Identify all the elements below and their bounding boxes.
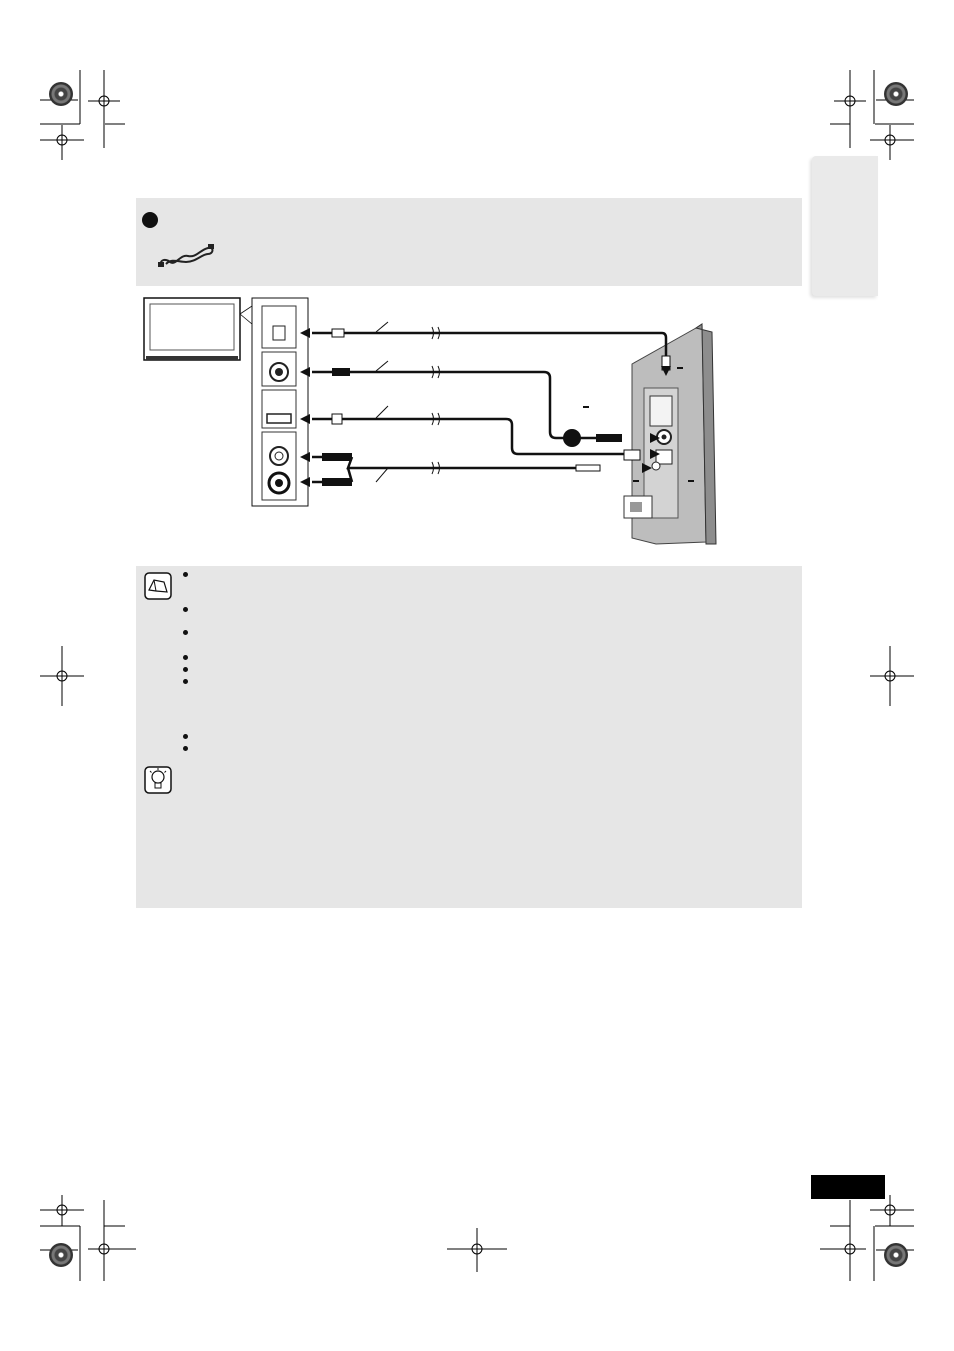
note-bullet bbox=[183, 667, 188, 672]
optical-tv-terminal-label bbox=[677, 367, 683, 369]
tip-lightbulb-icon bbox=[144, 766, 172, 794]
accessory-panel bbox=[136, 198, 802, 286]
section-side-tab bbox=[812, 156, 878, 296]
aux-terminal-label bbox=[633, 480, 639, 482]
note-bullet bbox=[183, 630, 188, 635]
note-bullet bbox=[183, 607, 188, 612]
connection-diagram bbox=[136, 292, 776, 554]
video-cable-icon bbox=[156, 240, 218, 270]
registration-target bbox=[884, 1243, 908, 1267]
note-bullet bbox=[183, 655, 188, 660]
video-out-terminal-label bbox=[583, 406, 589, 408]
note-bullet bbox=[183, 679, 188, 684]
hdmi-av-out-terminal-label bbox=[688, 480, 694, 482]
notes-panel bbox=[136, 566, 802, 908]
note-bullet bbox=[183, 572, 188, 577]
accessory-marker-icon bbox=[142, 212, 158, 228]
registration-target bbox=[49, 82, 73, 106]
registration-target bbox=[49, 1243, 73, 1267]
registration-target bbox=[884, 82, 908, 106]
page-number-block bbox=[811, 1175, 885, 1199]
note-book-icon bbox=[144, 572, 172, 600]
note-bullet bbox=[183, 746, 188, 751]
note-bullet bbox=[183, 734, 188, 739]
